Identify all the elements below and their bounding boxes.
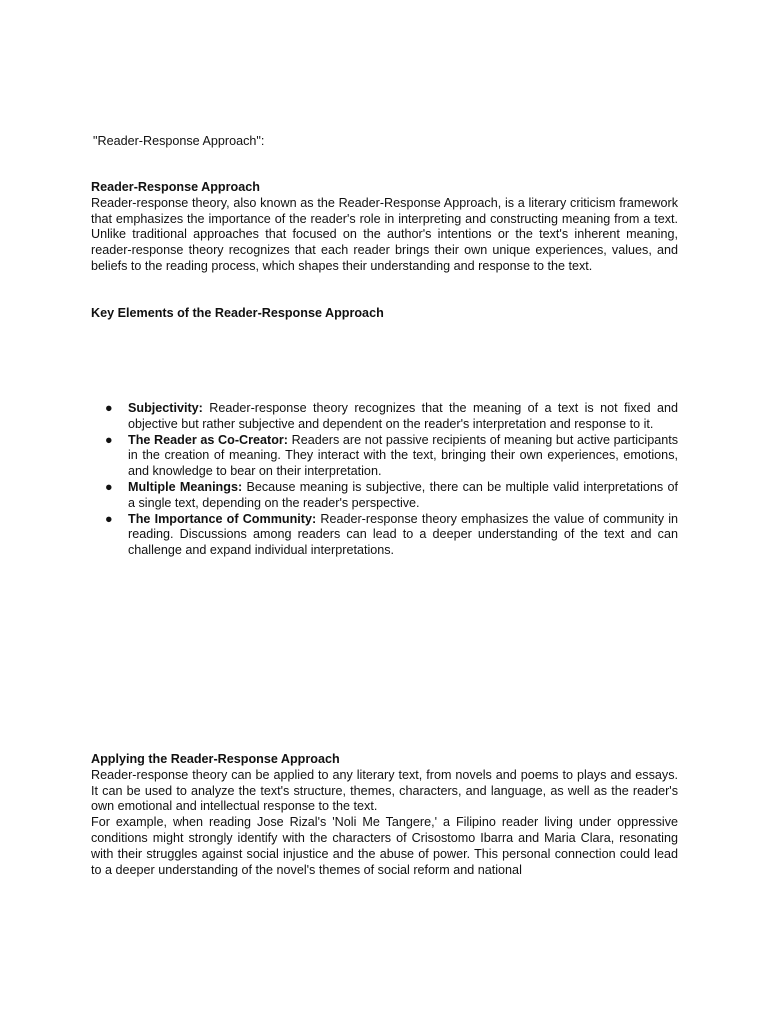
intro-paragraph: Reader-response theory, also known as the Reader-Response Approach, is a literary criticism framework that emphasizes the importance of the reader's role in interpreting and constructing meaning from a text. Unlike traditional approaches that focused on the author's intentions or the text's inherent meaning, reader-response theory recognizes that each reader brings their own unique experiences, values, and beliefs to the reading process, which shapes their understanding and response to the text. (91, 195, 678, 273)
bullet-icon: ● (105, 401, 113, 415)
applying-paragraph-1: Reader-response theory can be applied to any literary text, from novels and poems to plays and essays. It can be used to analyze the text's structure, themes, characters, and language, as well as the reader's own emotional and intellectual response to the text. (91, 767, 678, 814)
section-heading-reader-response: Reader-Response Approach (91, 180, 260, 194)
bullet-text: Reader-response theory recognizes that the meaning of a text is not fixed and objective but rather subjective and dependent on the reader's interpretation and response to it. (128, 401, 678, 431)
bullet-icon: ● (105, 432, 113, 447)
bullet-icon: ● (105, 511, 113, 526)
bullet-term: The Importance of Community: (128, 511, 317, 526)
key-elements-heading: Key Elements of the Reader-Response Approach (91, 306, 384, 320)
list-item (0, 433, 678, 480)
list-item (0, 512, 678, 559)
bullet-term: Subjectivity: (128, 401, 203, 415)
document-title-quote: "Reader-Response Approach": (93, 134, 265, 148)
list-item (0, 401, 678, 433)
bullet-term: The Reader as Co-Creator: (128, 432, 289, 447)
bullet-icon: ● (105, 479, 113, 494)
bullet-text: Reader-response theory emphasizes the value of community in reading. Discussions among readers can lead to a deeper understanding of the text and can challenge and expand individual interpretations. (128, 511, 678, 558)
applying-paragraph-2: For example, when reading Jose Rizal's 'Noli Me Tangere,' a Filipino reader living under oppressive conditions might strongly identify with the characters of Crisostomo Ibarra and Maria Clara, resonating with their struggles against social injustice and the abuse of power. This personal connection could lead to a deeper understanding of the novel's themes of social reform and national (91, 815, 678, 877)
list-item (0, 480, 678, 512)
section-applying (91, 752, 678, 878)
section-heading-applying: Applying the Reader-Response Approach (91, 752, 340, 766)
key-elements-list (0, 401, 678, 559)
bullet-term: Multiple Meanings: (128, 479, 243, 494)
bullet-text: Because meaning is subjective, there can be multiple valid interpretations of a single text, depending on the reader's perspective. (128, 479, 679, 510)
bullet-text: Readers are not passive recipients of meaning but active participants in the creation of meaning. They interact with the text, bringing their own experiences, emotions, and knowledge to bear on their interpretation. (128, 432, 679, 479)
section-intro (91, 180, 678, 275)
